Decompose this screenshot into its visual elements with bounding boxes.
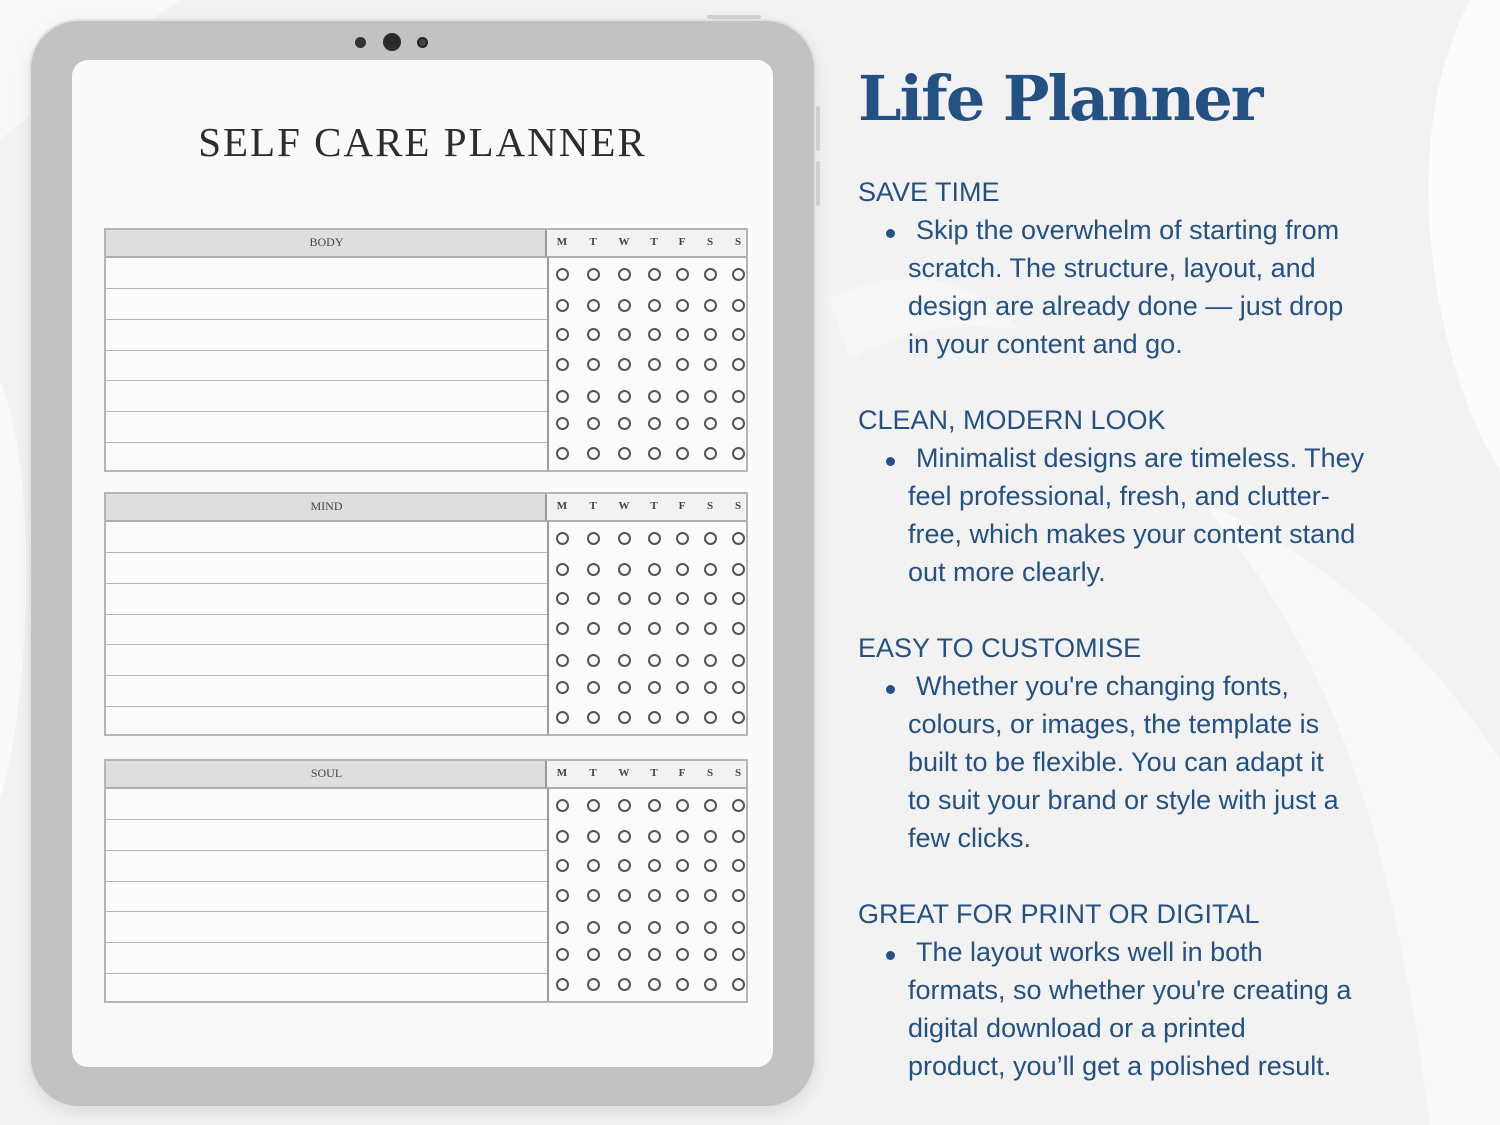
- section-label: SOUL: [310, 766, 343, 780]
- habit-checkbox-icon[interactable]: [648, 830, 661, 843]
- habit-checkbox-icon[interactable]: [732, 622, 745, 635]
- habit-checkbox-icon[interactable]: [618, 328, 631, 341]
- entry-line: [106, 319, 547, 320]
- weekday-label: S: [734, 236, 742, 248]
- habit-checkbox-icon[interactable]: [732, 447, 745, 460]
- habit-checkbox-icon[interactable]: [648, 532, 661, 545]
- habit-checkbox-icon[interactable]: [704, 799, 717, 812]
- habit-checkbox-icon[interactable]: [704, 948, 717, 961]
- feature-description: [908, 211, 1428, 363]
- habit-checkbox-icon[interactable]: [676, 268, 689, 281]
- habit-checkbox-icon[interactable]: [704, 654, 717, 667]
- habit-checkbox-icon[interactable]: [618, 358, 631, 371]
- planner-title: SELF CARE PLANNER: [198, 119, 647, 165]
- habit-checkbox-icon[interactable]: [648, 328, 661, 341]
- habit-checkbox-icon[interactable]: [732, 859, 745, 872]
- habit-checkbox-icon[interactable]: [587, 889, 600, 902]
- description-line: Minimalist designs are timeless. They: [916, 443, 1365, 473]
- weekday-label: W: [618, 500, 630, 512]
- entry-line: [106, 411, 547, 412]
- habit-checkbox-icon[interactable]: [648, 299, 661, 312]
- feature-description: [908, 933, 1428, 1085]
- tablet-screen: [72, 60, 773, 1067]
- habit-checkbox-icon[interactable]: [587, 563, 600, 576]
- column-divider: [547, 258, 549, 470]
- habit-checkbox-icon[interactable]: [732, 328, 745, 341]
- habit-checkbox-icon[interactable]: [648, 948, 661, 961]
- habit-checkbox-icon[interactable]: [618, 978, 631, 991]
- habit-checkbox-icon[interactable]: [732, 921, 745, 934]
- habit-checkbox-icon[interactable]: [648, 417, 661, 430]
- habit-checkbox-icon[interactable]: [676, 681, 689, 694]
- description-line: colours, or images, the template is: [908, 709, 1320, 739]
- habit-checkbox-icon[interactable]: [648, 358, 661, 371]
- habit-checkbox-icon[interactable]: [648, 859, 661, 872]
- habit-checkbox-icon[interactable]: [732, 417, 745, 430]
- habit-checkbox-icon[interactable]: [648, 711, 661, 724]
- weekday-label: F: [678, 767, 686, 779]
- habit-checkbox-icon[interactable]: [618, 948, 631, 961]
- habit-checkbox-icon[interactable]: [704, 563, 717, 576]
- habit-checkbox-icon[interactable]: [704, 622, 717, 635]
- weekday-label: W: [618, 236, 630, 248]
- habit-checkbox-icon[interactable]: [676, 299, 689, 312]
- weekday-label: S: [706, 236, 714, 248]
- weekday-label: F: [678, 500, 686, 512]
- habit-checkbox-icon[interactable]: [704, 390, 717, 403]
- habit-checkbox-icon[interactable]: [587, 921, 600, 934]
- feature-heading-clean-modern-look: CLEAN, MODERN LOOK: [858, 405, 1166, 435]
- habit-checkbox-icon[interactable]: [587, 299, 600, 312]
- feature-heading-save-time: SAVE TIME: [858, 177, 1000, 207]
- habit-checkbox-icon[interactable]: [732, 390, 745, 403]
- habit-checkbox-icon[interactable]: [648, 921, 661, 934]
- habit-checkbox-icon[interactable]: [732, 654, 745, 667]
- entry-line: [106, 706, 547, 707]
- feature-heading-easy-to-customise: EASY TO CUSTOMISE: [858, 633, 1142, 663]
- weekday-labels: [549, 765, 748, 785]
- weekday-labels: [549, 498, 748, 518]
- habit-checkbox-icon[interactable]: [676, 417, 689, 430]
- description-line: The layout works well in both: [916, 937, 1263, 967]
- camera-lens-icon: [383, 33, 401, 51]
- habit-checkbox-icon[interactable]: [618, 654, 631, 667]
- tablet-side-button: [816, 106, 820, 151]
- habit-checkbox-icon[interactable]: [732, 299, 745, 312]
- habit-checkbox-icon[interactable]: [648, 563, 661, 576]
- habit-checkbox-icon[interactable]: [648, 889, 661, 902]
- habit-checkbox-icon[interactable]: [732, 592, 745, 605]
- habit-checkbox-icon[interactable]: [676, 799, 689, 812]
- entry-line: [106, 288, 547, 289]
- habit-checkbox-icon[interactable]: [556, 799, 569, 812]
- habit-checkbox-icon[interactable]: [676, 592, 689, 605]
- habit-checkbox-icon[interactable]: [618, 592, 631, 605]
- bullet-icon: [886, 685, 895, 694]
- habit-checkbox-icon[interactable]: [704, 859, 717, 872]
- habit-checkbox-icon[interactable]: [676, 622, 689, 635]
- description-line: built to be flexible. You can adapt it: [908, 747, 1324, 777]
- habit-checkbox-icon[interactable]: [556, 299, 569, 312]
- habit-checkbox-icon[interactable]: [676, 532, 689, 545]
- habit-checkbox-icon[interactable]: [587, 532, 600, 545]
- habit-checkbox-icon[interactable]: [587, 390, 600, 403]
- habit-checkbox-icon[interactable]: [618, 622, 631, 635]
- feature-description: [908, 667, 1428, 857]
- habit-checkbox-icon[interactable]: [704, 358, 717, 371]
- entry-line: [106, 644, 547, 645]
- habit-checkbox-icon[interactable]: [618, 447, 631, 460]
- habit-checkbox-icon[interactable]: [704, 532, 717, 545]
- habit-checkbox-icon[interactable]: [676, 859, 689, 872]
- camera-sensor-icon: [417, 37, 428, 48]
- habit-checkbox-icon[interactable]: [556, 948, 569, 961]
- habit-checkbox-icon[interactable]: [556, 328, 569, 341]
- weekday-label: T: [650, 236, 658, 248]
- habit-checkbox-icon[interactable]: [556, 592, 569, 605]
- tablet-device: [31, 21, 814, 1106]
- habit-checkbox-icon[interactable]: [704, 830, 717, 843]
- weekday-label: M: [556, 236, 568, 248]
- entry-line: [106, 675, 547, 676]
- weekday-label: M: [556, 767, 568, 779]
- weekday-label: S: [734, 767, 742, 779]
- habit-checkbox-icon[interactable]: [556, 681, 569, 694]
- section-label: BODY: [309, 235, 344, 249]
- description-line: out more clearly.: [908, 557, 1106, 587]
- habit-checkbox-icon[interactable]: [676, 358, 689, 371]
- habit-checkbox-icon[interactable]: [556, 268, 569, 281]
- entry-line: [106, 350, 547, 351]
- habit-checkbox-icon[interactable]: [676, 390, 689, 403]
- weekday-label: S: [706, 767, 714, 779]
- tablet-side-button-2: [816, 161, 820, 206]
- description-line: Skip the overwhelm of starting from: [916, 215, 1340, 245]
- habit-checkbox-icon[interactable]: [676, 328, 689, 341]
- habit-checkbox-icon[interactable]: [704, 268, 717, 281]
- habit-checkbox-icon[interactable]: [732, 358, 745, 371]
- habit-checkbox-icon[interactable]: [556, 532, 569, 545]
- entry-line: [106, 442, 547, 443]
- habit-checkbox-icon[interactable]: [732, 681, 745, 694]
- description-line: in your content and go.: [908, 329, 1183, 359]
- description-line: digital download or a printed: [908, 1013, 1246, 1043]
- habit-checkbox-icon[interactable]: [618, 563, 631, 576]
- habit-checkbox-icon[interactable]: [648, 268, 661, 281]
- entry-line: [106, 583, 547, 584]
- habit-checkbox-icon[interactable]: [648, 654, 661, 667]
- habit-checkbox-icon[interactable]: [648, 447, 661, 460]
- entry-line: [106, 614, 547, 615]
- habit-checkbox-icon[interactable]: [648, 681, 661, 694]
- entry-line: [106, 973, 547, 974]
- habit-checkbox-icon[interactable]: [704, 889, 717, 902]
- description-line: Whether you're changing fonts,: [916, 671, 1289, 701]
- habit-checkbox-icon[interactable]: [587, 268, 600, 281]
- entry-line: [106, 881, 547, 882]
- planner-section-soul: [104, 759, 748, 1003]
- bullet-icon: [886, 457, 895, 466]
- habit-checkbox-icon[interactable]: [618, 799, 631, 812]
- habit-checkbox-icon[interactable]: [587, 681, 600, 694]
- habit-checkbox-icon[interactable]: [556, 978, 569, 991]
- description-line: scratch. The structure, layout, and: [908, 253, 1316, 283]
- habit-checkbox-icon[interactable]: [732, 948, 745, 961]
- weekday-labels: [549, 234, 748, 254]
- description-line: to suit your brand or style with just a: [908, 785, 1339, 815]
- weekday-label: W: [618, 767, 630, 779]
- habit-checkbox-icon[interactable]: [618, 859, 631, 872]
- habit-checkbox-icon[interactable]: [676, 948, 689, 961]
- weekday-label: T: [589, 500, 597, 512]
- habit-checkbox-icon[interactable]: [556, 921, 569, 934]
- camera-dot-icon: [355, 37, 366, 48]
- page-title: Life Planner: [858, 62, 1262, 135]
- habit-checkbox-icon[interactable]: [618, 921, 631, 934]
- habit-checkbox-icon[interactable]: [587, 358, 600, 371]
- habit-checkbox-icon[interactable]: [618, 390, 631, 403]
- weekday-label: F: [678, 236, 686, 248]
- habit-checkbox-icon[interactable]: [587, 447, 600, 460]
- habit-checkbox-icon[interactable]: [732, 889, 745, 902]
- habit-checkbox-icon[interactable]: [704, 711, 717, 724]
- habit-checkbox-icon[interactable]: [556, 563, 569, 576]
- description-line: feel professional, fresh, and clutter-: [908, 481, 1330, 511]
- habit-checkbox-icon[interactable]: [704, 681, 717, 694]
- description-line: free, which makes your content stand: [908, 519, 1356, 549]
- habit-checkbox-icon[interactable]: [556, 889, 569, 902]
- habit-checkbox-icon[interactable]: [704, 417, 717, 430]
- description-line: formats, so whether you're creating a: [908, 975, 1352, 1005]
- entry-line: [106, 850, 547, 851]
- habit-checkbox-icon[interactable]: [648, 799, 661, 812]
- habit-checkbox-icon[interactable]: [587, 654, 600, 667]
- column-divider: [547, 789, 549, 1001]
- habit-checkbox-icon[interactable]: [676, 830, 689, 843]
- habit-checkbox-icon[interactable]: [587, 417, 600, 430]
- habit-checkbox-icon[interactable]: [732, 830, 745, 843]
- weekday-label: M: [556, 500, 568, 512]
- weekday-label: T: [650, 767, 658, 779]
- habit-checkbox-icon[interactable]: [732, 532, 745, 545]
- habit-checkbox-icon[interactable]: [587, 978, 600, 991]
- habit-checkbox-icon[interactable]: [704, 447, 717, 460]
- planner-section-body: [104, 228, 748, 472]
- tablet-top-button: [707, 15, 761, 19]
- description-line: product, you’ll get a polished result.: [908, 1051, 1332, 1081]
- habit-checkbox-icon[interactable]: [732, 799, 745, 812]
- habit-checkbox-icon[interactable]: [556, 622, 569, 635]
- habit-checkbox-icon[interactable]: [732, 563, 745, 576]
- habit-checkbox-icon[interactable]: [618, 889, 631, 902]
- habit-checkbox-icon[interactable]: [556, 358, 569, 371]
- habit-checkbox-icon[interactable]: [676, 654, 689, 667]
- habit-checkbox-icon[interactable]: [556, 447, 569, 460]
- habit-checkbox-icon[interactable]: [587, 830, 600, 843]
- habit-checkbox-icon[interactable]: [618, 830, 631, 843]
- habit-checkbox-icon[interactable]: [618, 681, 631, 694]
- habit-checkbox-icon[interactable]: [587, 711, 600, 724]
- feature-description: [908, 439, 1428, 591]
- habit-checkbox-icon[interactable]: [618, 417, 631, 430]
- habit-checkbox-icon[interactable]: [704, 978, 717, 991]
- entry-line: [106, 819, 547, 820]
- weekday-label: T: [589, 236, 597, 248]
- habit-checkbox-icon[interactable]: [556, 711, 569, 724]
- habit-checkbox-icon[interactable]: [556, 654, 569, 667]
- habit-checkbox-icon[interactable]: [618, 268, 631, 281]
- habit-checkbox-icon[interactable]: [732, 268, 745, 281]
- habit-checkbox-icon[interactable]: [587, 859, 600, 872]
- habit-checkbox-icon[interactable]: [676, 921, 689, 934]
- habit-checkbox-icon[interactable]: [676, 563, 689, 576]
- entry-line: [106, 552, 547, 553]
- habit-checkbox-icon[interactable]: [704, 299, 717, 312]
- habit-checkbox-icon[interactable]: [676, 447, 689, 460]
- habit-checkbox-icon[interactable]: [676, 711, 689, 724]
- habit-checkbox-icon[interactable]: [732, 711, 745, 724]
- weekday-label: S: [734, 500, 742, 512]
- habit-checkbox-icon[interactable]: [556, 830, 569, 843]
- habit-checkbox-icon[interactable]: [556, 390, 569, 403]
- habit-checkbox-icon[interactable]: [648, 592, 661, 605]
- bullet-icon: [886, 229, 895, 238]
- habit-checkbox-icon[interactable]: [556, 417, 569, 430]
- habit-checkbox-icon[interactable]: [648, 390, 661, 403]
- habit-checkbox-icon[interactable]: [587, 622, 600, 635]
- description-line: few clicks.: [908, 823, 1032, 853]
- habit-checkbox-icon[interactable]: [587, 328, 600, 341]
- feature-heading-great-for-print-or-digital: GREAT FOR PRINT OR DIGITAL: [858, 899, 1260, 929]
- habit-checkbox-icon[interactable]: [704, 921, 717, 934]
- habit-checkbox-icon[interactable]: [676, 889, 689, 902]
- habit-checkbox-icon[interactable]: [704, 592, 717, 605]
- entry-line: [106, 911, 547, 912]
- entry-line: [106, 380, 547, 381]
- habit-checkbox-icon[interactable]: [618, 711, 631, 724]
- weekday-label: S: [706, 500, 714, 512]
- habit-checkbox-icon[interactable]: [618, 299, 631, 312]
- habit-checkbox-icon[interactable]: [648, 978, 661, 991]
- weekday-label: T: [650, 500, 658, 512]
- section-label: MIND: [310, 499, 343, 513]
- habit-checkbox-icon[interactable]: [676, 978, 689, 991]
- habit-checkbox-icon[interactable]: [704, 328, 717, 341]
- habit-checkbox-icon[interactable]: [587, 799, 600, 812]
- habit-checkbox-icon[interactable]: [587, 948, 600, 961]
- weekday-label: T: [589, 767, 597, 779]
- habit-checkbox-icon[interactable]: [618, 532, 631, 545]
- column-divider: [547, 522, 549, 734]
- entry-line: [106, 942, 547, 943]
- bullet-icon: [886, 951, 895, 960]
- habit-checkbox-icon[interactable]: [556, 859, 569, 872]
- habit-checkbox-icon[interactable]: [732, 978, 745, 991]
- habit-checkbox-icon[interactable]: [648, 622, 661, 635]
- planner-section-mind: [104, 492, 748, 736]
- habit-checkbox-icon[interactable]: [587, 592, 600, 605]
- description-line: design are already done — just drop: [908, 291, 1344, 321]
